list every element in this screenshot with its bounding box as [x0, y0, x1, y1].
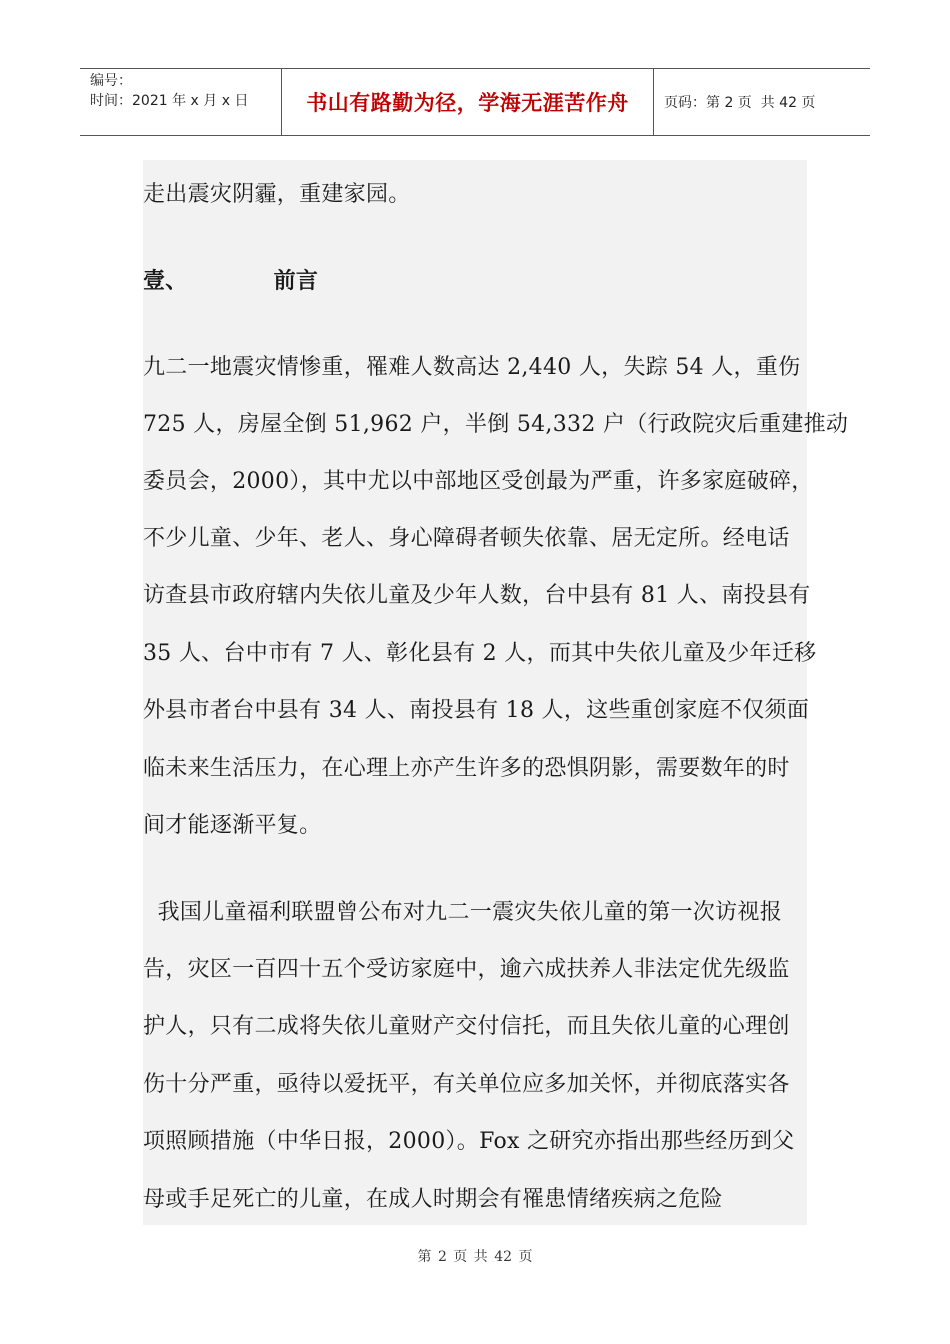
paragraph-line: 委员会，2000），其中尤以中部地区受创最为严重，许多家庭破碎， [143, 469, 814, 494]
paragraph-line: 不少儿童、少年、老人、身心障碍者顿失依靠、居无定所。经电话 [143, 526, 790, 551]
paragraph-line: 访查县市政府辖内失依儿童及少年人数，台中县有 81 人、南投县有 [143, 583, 811, 608]
paragraph-line: 护人，只有二成将失依儿童财产交付信托，而且失依儿童的心理创 [143, 1014, 790, 1039]
document-number-label: 编号： [90, 73, 132, 89]
document-body [143, 160, 849, 1225]
section-number: 壹、 [143, 268, 188, 294]
paragraph-line: 告，灾区一百四十五个受访家庭中，逾六成扶养人非法定优先级监 [143, 957, 790, 982]
section-heading [143, 264, 318, 295]
header-motto: 书山有路勤为径，学海无涯苦作舟 [306, 90, 629, 115]
intro-line: 走出震灾阴霾，重建家园。 [143, 182, 411, 207]
paragraph-line: 我国儿童福利联盟曾公布对九二一震灾失依儿童的第一次访视报 [143, 900, 782, 925]
page-footer: 第 2 页 共 42 页 [417, 1249, 533, 1265]
paragraph-line: 35 人、台中市有 7 人、彰化县有 2 人，而其中失依儿童及少年迁移 [143, 641, 817, 666]
section-title: 前言 [273, 268, 319, 294]
header-page-info: 页码：第 2 页 共 42 页 [664, 95, 816, 111]
paragraph-line: 725 人，房屋全倒 51,962 户，半倒 54,332 户（行政院灾后重建推动 [143, 412, 849, 437]
paragraph-line: 临未来生活压力，在心理上亦产生许多的恐惧阴影，需要数年的时 [143, 756, 790, 781]
paragraph-line: 九二一地震灾情惨重，罹难人数高达 2,440 人，失踪 54 人，重伤 [143, 355, 801, 380]
paragraph-line: 项照顾措施（中华日报，2000）。Fox 之研究亦指出那些经历到父 [143, 1129, 795, 1154]
page-header [80, 68, 870, 136]
paragraph-line: 间才能逐渐平复。 [143, 813, 322, 838]
header-page-cell [654, 69, 870, 135]
paragraph-line: 伤十分严重，亟待以爱抚平，有关单位应多加关怀，并彻底落实各 [143, 1072, 790, 1097]
paragraph-line: 母或手足死亡的儿童，在成人时期会有罹患情绪疾病之危险 [143, 1187, 723, 1212]
header-meta-cell [80, 69, 282, 135]
header-motto-cell [282, 69, 654, 135]
paragraph-line: 外县市者台中县有 34 人、南投县有 18 人，这些重创家庭不仅须面 [143, 698, 810, 723]
document-date-label: 时间：2021 年 x 月 x 日 [90, 93, 249, 109]
